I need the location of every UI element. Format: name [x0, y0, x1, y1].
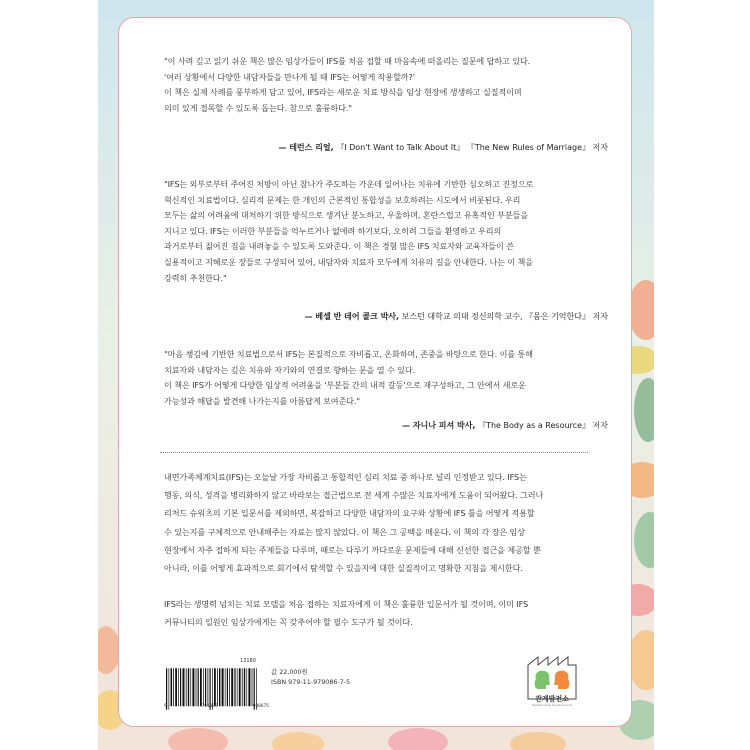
- endorsement-quote-2: [164, 177, 584, 286]
- quote-line: 가능성과 해답을 발견해 나가는지를 아름답게 보여준다.": [164, 395, 360, 406]
- description-line: 커뮤니티의 일원인 임상가에게는 꼭 갖추어야 할 필수 도구가 될 것이다.: [164, 617, 413, 628]
- quote-line: 의미 있게 접목할 수 있도록 돕는다. 참으로 훌륭하다.": [164, 102, 352, 113]
- book-description-paragraph-2: [164, 595, 588, 631]
- addon-code: 13180: [240, 658, 256, 664]
- endorsement-quote-1: [164, 54, 584, 116]
- attribution-detail: 『The Body as a Resource』 저자: [475, 421, 608, 430]
- endorsement-attribution-3: [402, 420, 608, 431]
- isbn-label: ISBN 979-11-979086-7-5: [271, 678, 351, 686]
- endorsement-quote-3: [164, 347, 584, 409]
- quote-line: 모두는 삶의 어려움에 대처하기 위한 방식으로 생겨난 분노하고, 우울하며, 혼란스럽고 유혹적인 부분들을: [164, 210, 529, 221]
- description-line: 내면가족체계치료(IFS)는 오늘날 가장 자비롭고 통합적인 심리 치료 중 하나로 널리 인정받고 있다. IFS는: [164, 472, 527, 482]
- endorsement-attribution-1: [278, 142, 608, 153]
- barcode-digit-group: 791197: [201, 704, 218, 709]
- price-isbn-block: [271, 667, 350, 687]
- quote-line: 이 책은 실제 사례를 풍부하게 담고 있어, IFS라는 새로운 치료 방식을 임상 현장에 생생하고 실질적이며: [164, 87, 522, 98]
- endorsement-attribution-2: [305, 311, 608, 322]
- description-line: IFS라는 생명력 넘치는 치료 모델을 처음 접하는 치료자에게 이 책은 훌륭한 입문서가 될 것이며, 이미 IFS: [164, 599, 529, 609]
- quote-line: 지니고 있다. IFS는 이러한 부분들을 억누르거나 없애려 하기보다, 오히려 그들을 환영하고 우리의: [164, 225, 502, 236]
- description-line: 현장에서 자주 접하게 되는 주제들을 다루며, 때로는 다루기 까다로운 문제들에 대해 신선한 접근을 제공할 뿐: [164, 544, 541, 555]
- price-label: 값 22,000원: [271, 668, 308, 676]
- description-line: 수 있는지를 구체적으로 안내해주는 자료는 많지 않았다. 이 책은 그 공백을 메운다. 이 책의 각 장은 임상: [164, 526, 525, 537]
- quote-line: 혁신적인 치료법이다. 심리적 문제는 한 개인의 근본적인 통합성을 보호하려는 시도에서 비롯된다. 우리: [164, 194, 521, 205]
- attribution-name: — 테런스 리얼,: [278, 143, 334, 152]
- quote-line: 치료자와 내담자는 깊은 치유와 자기와의 연결로 향하는 문을 열 수 있다.: [164, 364, 416, 375]
- barcode-digit-group: 908675: [252, 704, 269, 709]
- quote-line: "이 사려 깊고 읽기 쉬운 책은 많은 임상가들이 IFS를 처음 접할 때 마음속에 떠올리는 질문에 답하고 있다.: [164, 56, 531, 66]
- quote-line: '여러 상황에서 다양한 내담자들을 만나게 될 때 IFS는 어떻게 작용할까?': [164, 71, 415, 82]
- quote-line: 과거로부터 짊어진 짐을 내려놓을 수 있도록 도와준다. 이 책은 경험 많은 IFS 치료자와 교육자들이 쓴: [164, 241, 514, 252]
- description-line: 아니라, 이를 어떻게 효과적으로 회기에서 탐색할 수 있을지에 대한 실질적이고 명확한 지침을 제시한다.: [164, 563, 523, 574]
- attribution-detail: 『I Don't Want to Talk About It』 『The New Rules of Marriage』 저자: [333, 143, 608, 152]
- quote-line: 강력히 추천한다.": [164, 272, 227, 283]
- dotted-divider: [160, 452, 588, 453]
- attribution-name: — 베셀 반 데어 콜크 박사,: [304, 312, 400, 321]
- publisher-name: 관계발전소: [535, 695, 569, 703]
- attribution-detail: 보스턴 대학교 의대 정신의학 교수, 『몸은 기억한다』 저자: [399, 312, 608, 321]
- barcode-digits: [164, 704, 269, 709]
- quote-line: "마음 챙김에 기반한 치료법으로서 IFS는 본질적으로 자비롭고, 온화하며, 존중을 바탕으로 한다. 이를 통해: [164, 349, 533, 359]
- book-description-paragraph-1: [164, 468, 588, 577]
- publisher-subtitle: Relationship Development: [532, 703, 572, 707]
- quote-line: "IFS는 외부로부터 주어진 처방이 아닌 참나가 주도하는 가운데 일어나는 치유에 기반한 심오하고 진정으로: [164, 179, 534, 189]
- attribution-name: — 자니나 피셔 박사,: [402, 421, 476, 430]
- description-line: 리처드 슈워츠의 기본 입문서를 제외하면, 복잡하고 다양한 내담자의 요구와 상황에 IFS 틀을 어떻게 적용할: [164, 508, 535, 519]
- quote-line: 실용적이고 지혜로운 장들로 구성되어 있어, 내담자와 치료자 모두에게 치유의 길을 안내한다. 나는 이 책을: [164, 256, 533, 267]
- description-line: 행동, 의식, 성격을 병리화하지 않고 바라보는 접근법으로 전 세계 수많은 치료자에게 도움이 되어왔다. 그러나: [164, 490, 544, 501]
- quote-line: 이 책은 IFS가 어떻게 다양한 임상적 어려움을 '부분들 간의 내적 갈등'으로 재구성하고, 그 안에서 새로운: [164, 380, 526, 391]
- barcode-digit-group: 9: [164, 704, 167, 709]
